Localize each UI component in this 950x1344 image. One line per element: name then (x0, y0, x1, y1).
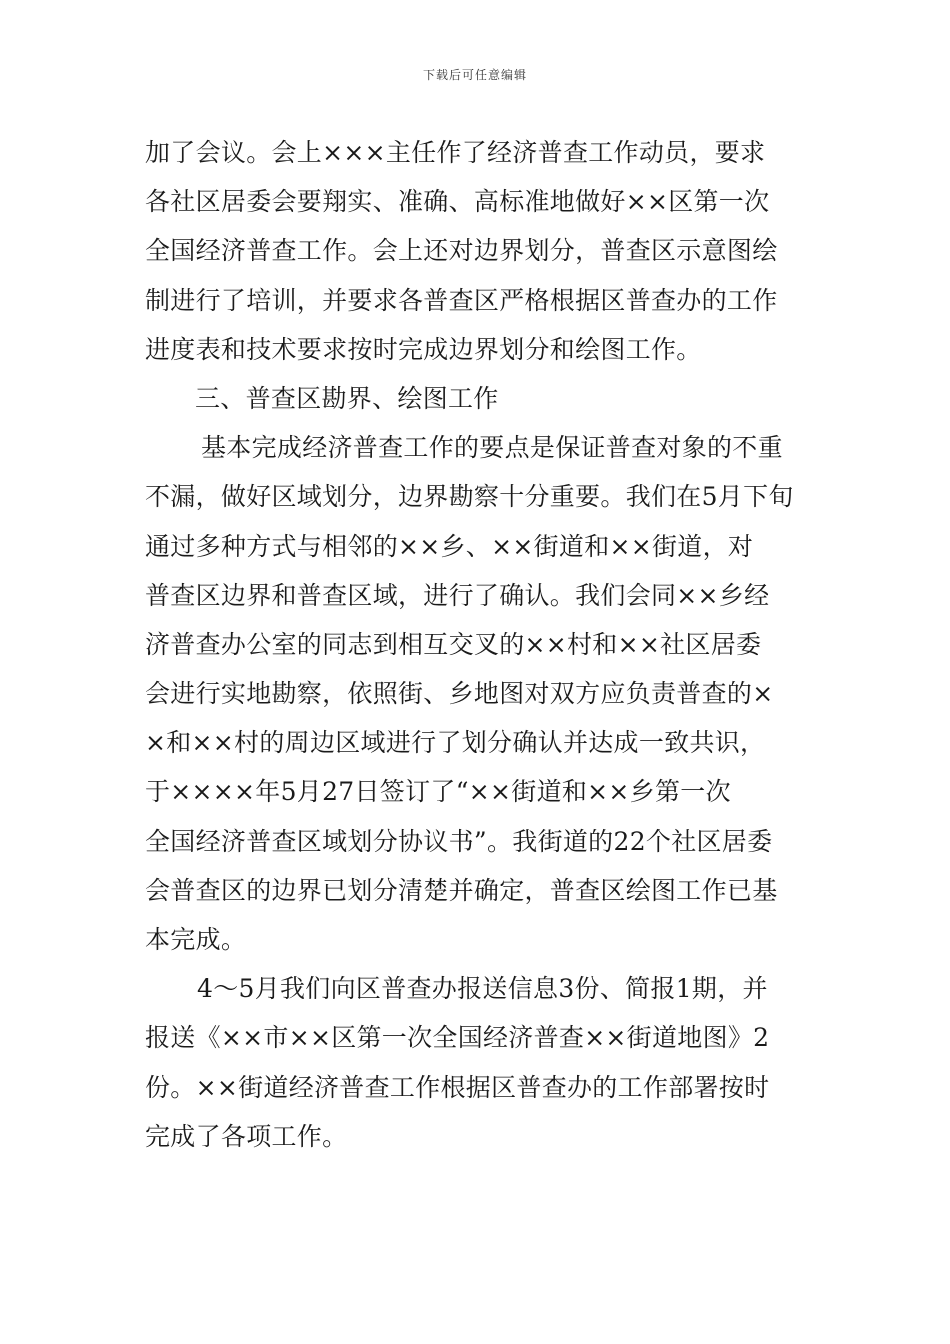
body-line: 制进行了培训，并要求各普查区严格根据区普查办的工作 (145, 285, 778, 315)
body-line: 完成了各项工作。 (145, 1121, 348, 1151)
page-header: 下载后可任意编辑 (422, 68, 527, 82)
paragraph-first-line: 4～5月我们向区普查办报送信息3份、简报1期，并 (197, 974, 768, 1004)
body-line: 会进行实地勘察，依照街、乡地图对双方应负责普查的× (145, 679, 774, 709)
section-heading: 三、普查区勘界、绘图工作 (195, 383, 499, 413)
body-line: 报送《××市××区第一次全国经济普查××街道地图》2 (145, 1023, 770, 1053)
paragraph-first-line: 基本完成经济普查工作的要点是保证普查对象的不重 (201, 433, 783, 463)
body-line: 本完成。 (145, 925, 247, 954)
body-line: 进度表和技术要求按时完成边界划分和绘图工作。 (145, 334, 702, 364)
body-line: 通过多种方式与相邻的××乡、××街道和××街道，对 (145, 531, 754, 561)
body-line: 普查区边界和普查区域，进行了确认。我们会同××乡经 (145, 580, 770, 610)
body-line: 不漏，做好区域划分，边界勘察十分重要。我们在5月下旬 (145, 482, 794, 512)
body-line: 份。××街道经济普查工作根据区普查办的工作部署按时 (145, 1072, 770, 1102)
body-line: 会普查区的边界已划分清楚并确定，普查区绘图工作已基 (145, 875, 778, 905)
body-line: 各社区居委会要翔实、准确、高标准地做好××区第一次 (145, 187, 770, 217)
body-line: 于××××年5月27日签订了“××街道和××乡第一次 (145, 777, 731, 807)
body-line: 济普查办公室的同志到相互交叉的××村和××社区居委 (145, 629, 762, 659)
body-line: 全国经济普查区域划分协议书”。我街道的22个社区居委 (145, 826, 773, 856)
document-body (145, 128, 810, 1161)
body-line: 全国经济普查工作。会上还对边界划分，普查区示意图绘 (145, 236, 778, 266)
body-line: ×和××村的周边区域进行了划分确认并达成一致共识， (145, 728, 766, 758)
body-line: 加了会议。会上×××主任作了经济普查工作动员，要求 (145, 138, 766, 167)
